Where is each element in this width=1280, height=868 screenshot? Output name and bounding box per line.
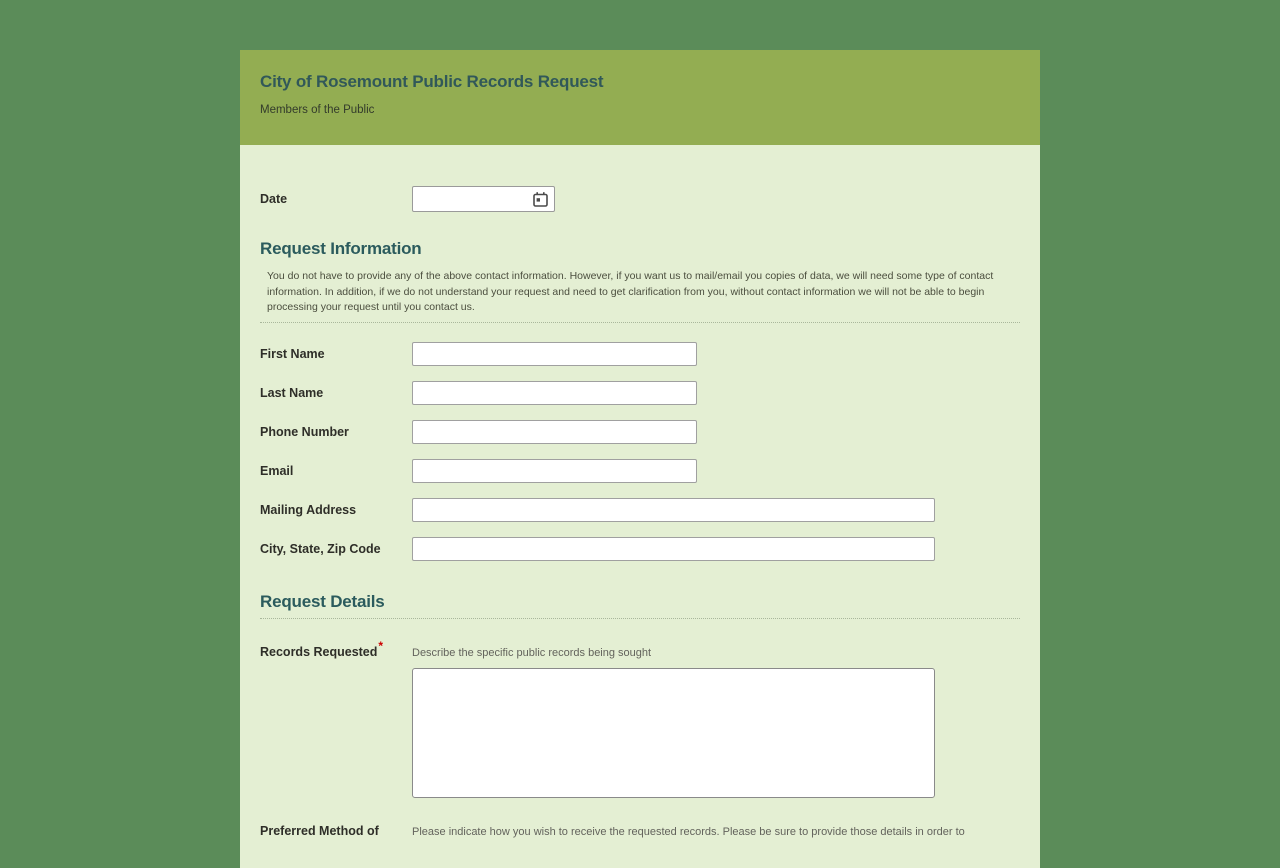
request-information-description: You do not have to provide any of the above contact information. However, if you want us to mail/email you copies of data, we will need some type of contact information. In addition, if we do not understand your request and need to get clarification from you, without contact information we will not be able to begin processing your request until you contact us. — [267, 270, 994, 313]
city-state-zip-input[interactable] — [412, 537, 935, 561]
date-label: Date — [260, 192, 288, 206]
first-name-input[interactable] — [412, 342, 697, 366]
records-requested-control — [412, 645, 935, 798]
field-row-records-requested — [260, 639, 1020, 798]
section-heading-request-information: Request Information — [260, 239, 422, 258]
section-separator — [260, 618, 1020, 619]
form-header — [240, 50, 1040, 145]
mailing-address-label: Mailing Address — [260, 502, 357, 517]
mailing-address-input[interactable] — [412, 498, 935, 522]
contact-fields-block — [260, 342, 1020, 561]
form-container — [240, 50, 1040, 868]
records-requested-helper: Describe the specific public records being sought — [412, 646, 652, 659]
field-row-first-name — [260, 342, 1020, 366]
phone-number-input[interactable] — [412, 420, 697, 444]
calendar-icon[interactable] — [532, 191, 549, 208]
last-name-label: Last Name — [260, 385, 324, 400]
phone-number-label: Phone Number — [260, 424, 349, 439]
city-state-zip-label: City, State, Zip Code — [260, 541, 381, 556]
last-name-input[interactable] — [412, 381, 697, 405]
records-requested-label-text: Records Requested — [260, 644, 378, 659]
section-separator — [260, 322, 1020, 323]
section-heading-request-details: Request Details — [260, 591, 385, 611]
email-label: Email — [260, 463, 294, 478]
field-row-mailing-address — [260, 498, 1020, 522]
field-row-city-state-zip — [260, 537, 1020, 561]
email-input[interactable] — [412, 459, 697, 483]
preferred-method-helper: Please indicate how you wish to receive the requested records. Please be sure to provide those details in order to — [412, 825, 965, 838]
first-name-label: First Name — [260, 346, 325, 361]
date-input-wrap — [412, 186, 555, 212]
required-asterisk: * — [378, 639, 384, 654]
field-row-preferred-method — [260, 824, 1020, 838]
date-field-row — [260, 186, 1020, 212]
form-subtitle: Members of the Public — [260, 104, 375, 116]
field-row-phone-number — [260, 420, 1020, 444]
records-requested-label — [260, 639, 412, 659]
page-title: City of Rosemount Public Records Request — [260, 72, 604, 91]
request-details-block — [260, 639, 1020, 838]
form-body — [240, 186, 1040, 868]
field-row-email — [260, 459, 1020, 483]
preferred-method-label: Preferred Method of — [260, 823, 379, 838]
field-row-last-name — [260, 381, 1020, 405]
records-requested-textarea[interactable] — [412, 668, 935, 798]
